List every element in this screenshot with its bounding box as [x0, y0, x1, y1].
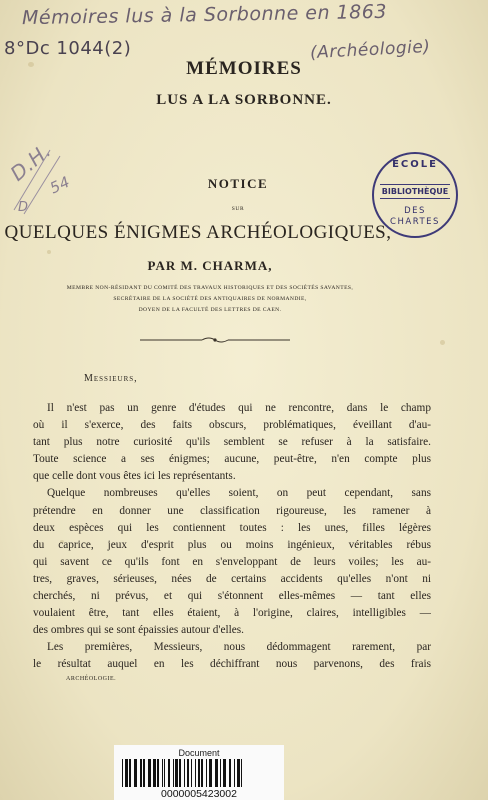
stamp-middle-text: BIBLIOTHÈQUE — [380, 184, 450, 199]
body-text — [33, 400, 431, 674]
barcode-bar — [195, 759, 196, 787]
barcode-bar — [206, 759, 207, 787]
barcode-bar — [140, 759, 142, 787]
barcode-bar — [162, 759, 163, 787]
barcode-label: Document — [178, 748, 220, 758]
barcode-bar — [153, 759, 156, 787]
salutation: Messieurs, — [84, 373, 138, 384]
body-line: du caprice, jeux d'esprit plus ou moins ingénieux, véritables rébus — [33, 538, 431, 551]
body-line: Il n'est pas un genre d'études qui ne rencontre, dans le champ — [47, 402, 431, 414]
handwritten-title-note: Mémoires lus à la Sorbonne en 1863 — [21, 0, 388, 30]
barcode-bar — [168, 759, 170, 787]
document-barcode — [114, 745, 284, 800]
body-line: cherchés, ni prévus, et qui s'étonnent elles-mêmes — tant elles — [33, 590, 431, 603]
credential-line: DOYEN DE LA FACULTÉ DES LETTRES DE CAEN. — [138, 307, 282, 313]
author-credentials — [0, 283, 454, 316]
credential-line: MEMBRE NON-RÉSIDANT DU COMITÉ DES TRAVAUX HISTORIQUES ET DES SOCIÉTÉS SAVANTES, — [66, 285, 354, 291]
barcode-bar — [148, 759, 151, 787]
barcode-bar — [187, 759, 189, 787]
body-line: Toute science a ses énigmes; aucune, peut-être, n'en compte plus — [33, 453, 431, 466]
barcode-bar — [209, 759, 212, 787]
barcode-bar — [164, 759, 165, 787]
body-line: tant plus notre curiosité qu'ils semblent se refuser à la satisfaire. — [33, 436, 431, 449]
stamp-bottom-line: CHARTES — [390, 217, 440, 227]
margin-pencil-mark: 54 — [47, 172, 73, 198]
barcode-bar — [223, 759, 226, 787]
barcode-bar — [215, 759, 218, 787]
foxing-spot — [47, 250, 51, 254]
barcode-bar — [241, 759, 242, 787]
barcode-bar — [134, 759, 137, 787]
body-line: prétendre en donner une classification rigoureuse, les ramener à — [33, 504, 431, 517]
stamp-bottom-line: DES — [404, 206, 426, 216]
barcode-bar — [173, 759, 174, 787]
title-memoires: MÉMOIRES — [186, 58, 302, 79]
barcode-bar — [220, 759, 221, 787]
library-stamp — [372, 152, 458, 238]
credential-line: SECRÉTAIRE DE LA SOCIÉTÉ DES ANTIQUAIRES DE NORMANDIE, — [113, 296, 307, 302]
handwritten-shelfmark: 8°Dc 1044(2) — [4, 38, 132, 59]
barcode-bar — [143, 759, 145, 787]
barcode-bar — [229, 759, 231, 787]
barcode-bar — [191, 759, 192, 787]
body-line: où il s'exerce, des faits obscurs, problématiques, éveillant d'au- — [33, 419, 431, 432]
body-line: qui savent ce qu'ils font en s'enveloppant de leurs voiles; les au- — [33, 555, 431, 568]
barcode-bar — [125, 759, 128, 787]
body-line: des ombres qui se sont épaissies autour d'elles. — [33, 624, 244, 637]
margin-pencil-mark: D — [18, 200, 29, 215]
barcode-bar — [175, 759, 178, 787]
title-lus-a-la-sorbonne: LUS A LA SORBONNE. — [156, 92, 332, 108]
ornamental-divider — [140, 336, 290, 344]
barcode-bar — [201, 759, 203, 787]
barcode-bars — [114, 759, 284, 789]
barcode-bar — [179, 759, 181, 787]
barcode-bar — [157, 759, 159, 787]
barcode-number: 0000005423002 — [161, 788, 237, 800]
body-line: Quelque nombreuses qu'elles soient, on peut cependant, sans — [47, 487, 431, 500]
notice-label: NOTICE — [207, 176, 269, 191]
margin-pencil-mark: D.H. — [5, 138, 56, 186]
barcode-bar — [129, 759, 131, 787]
body-line: tres, graves, sérieuses, nées de certains accidents qu'elles n'ont ni — [33, 572, 431, 585]
body-line: que celle dont vous êtes ici les représentants. — [33, 470, 236, 483]
handwritten-category-note: (Archéologie) — [309, 36, 431, 64]
barcode-bar — [237, 759, 240, 787]
barcode-bar — [198, 759, 200, 787]
body-line: le résultat auquel en les déchiffrant nous parvenons, des frais — [33, 658, 431, 671]
notice-subject: QUELQUES ÉNIGMES ARCHÉOLOGIQUES, — [4, 222, 392, 243]
author-line: PAR M. CHARMA, — [147, 258, 273, 273]
running-foot: ARCHÉOLOGIE. — [66, 676, 117, 682]
body-line: voulaient être, tant elles étaient, à l'origine, claires, intelligibles — — [33, 607, 431, 620]
barcode-bar — [122, 759, 123, 787]
barcode-bar — [184, 759, 185, 787]
notice-preposition: SUR — [231, 206, 245, 212]
body-line: Les premières, Messieurs, nous dédommagent rarement, par — [47, 641, 431, 654]
barcode-bar — [234, 759, 235, 787]
foxing-spot — [440, 340, 445, 345]
stamp-bottom-text — [374, 206, 456, 228]
stamp-top-text: ÉCOLE — [392, 159, 438, 170]
body-line: deux espèces qui les contiennent toutes : les unes, filles légères — [33, 521, 431, 534]
